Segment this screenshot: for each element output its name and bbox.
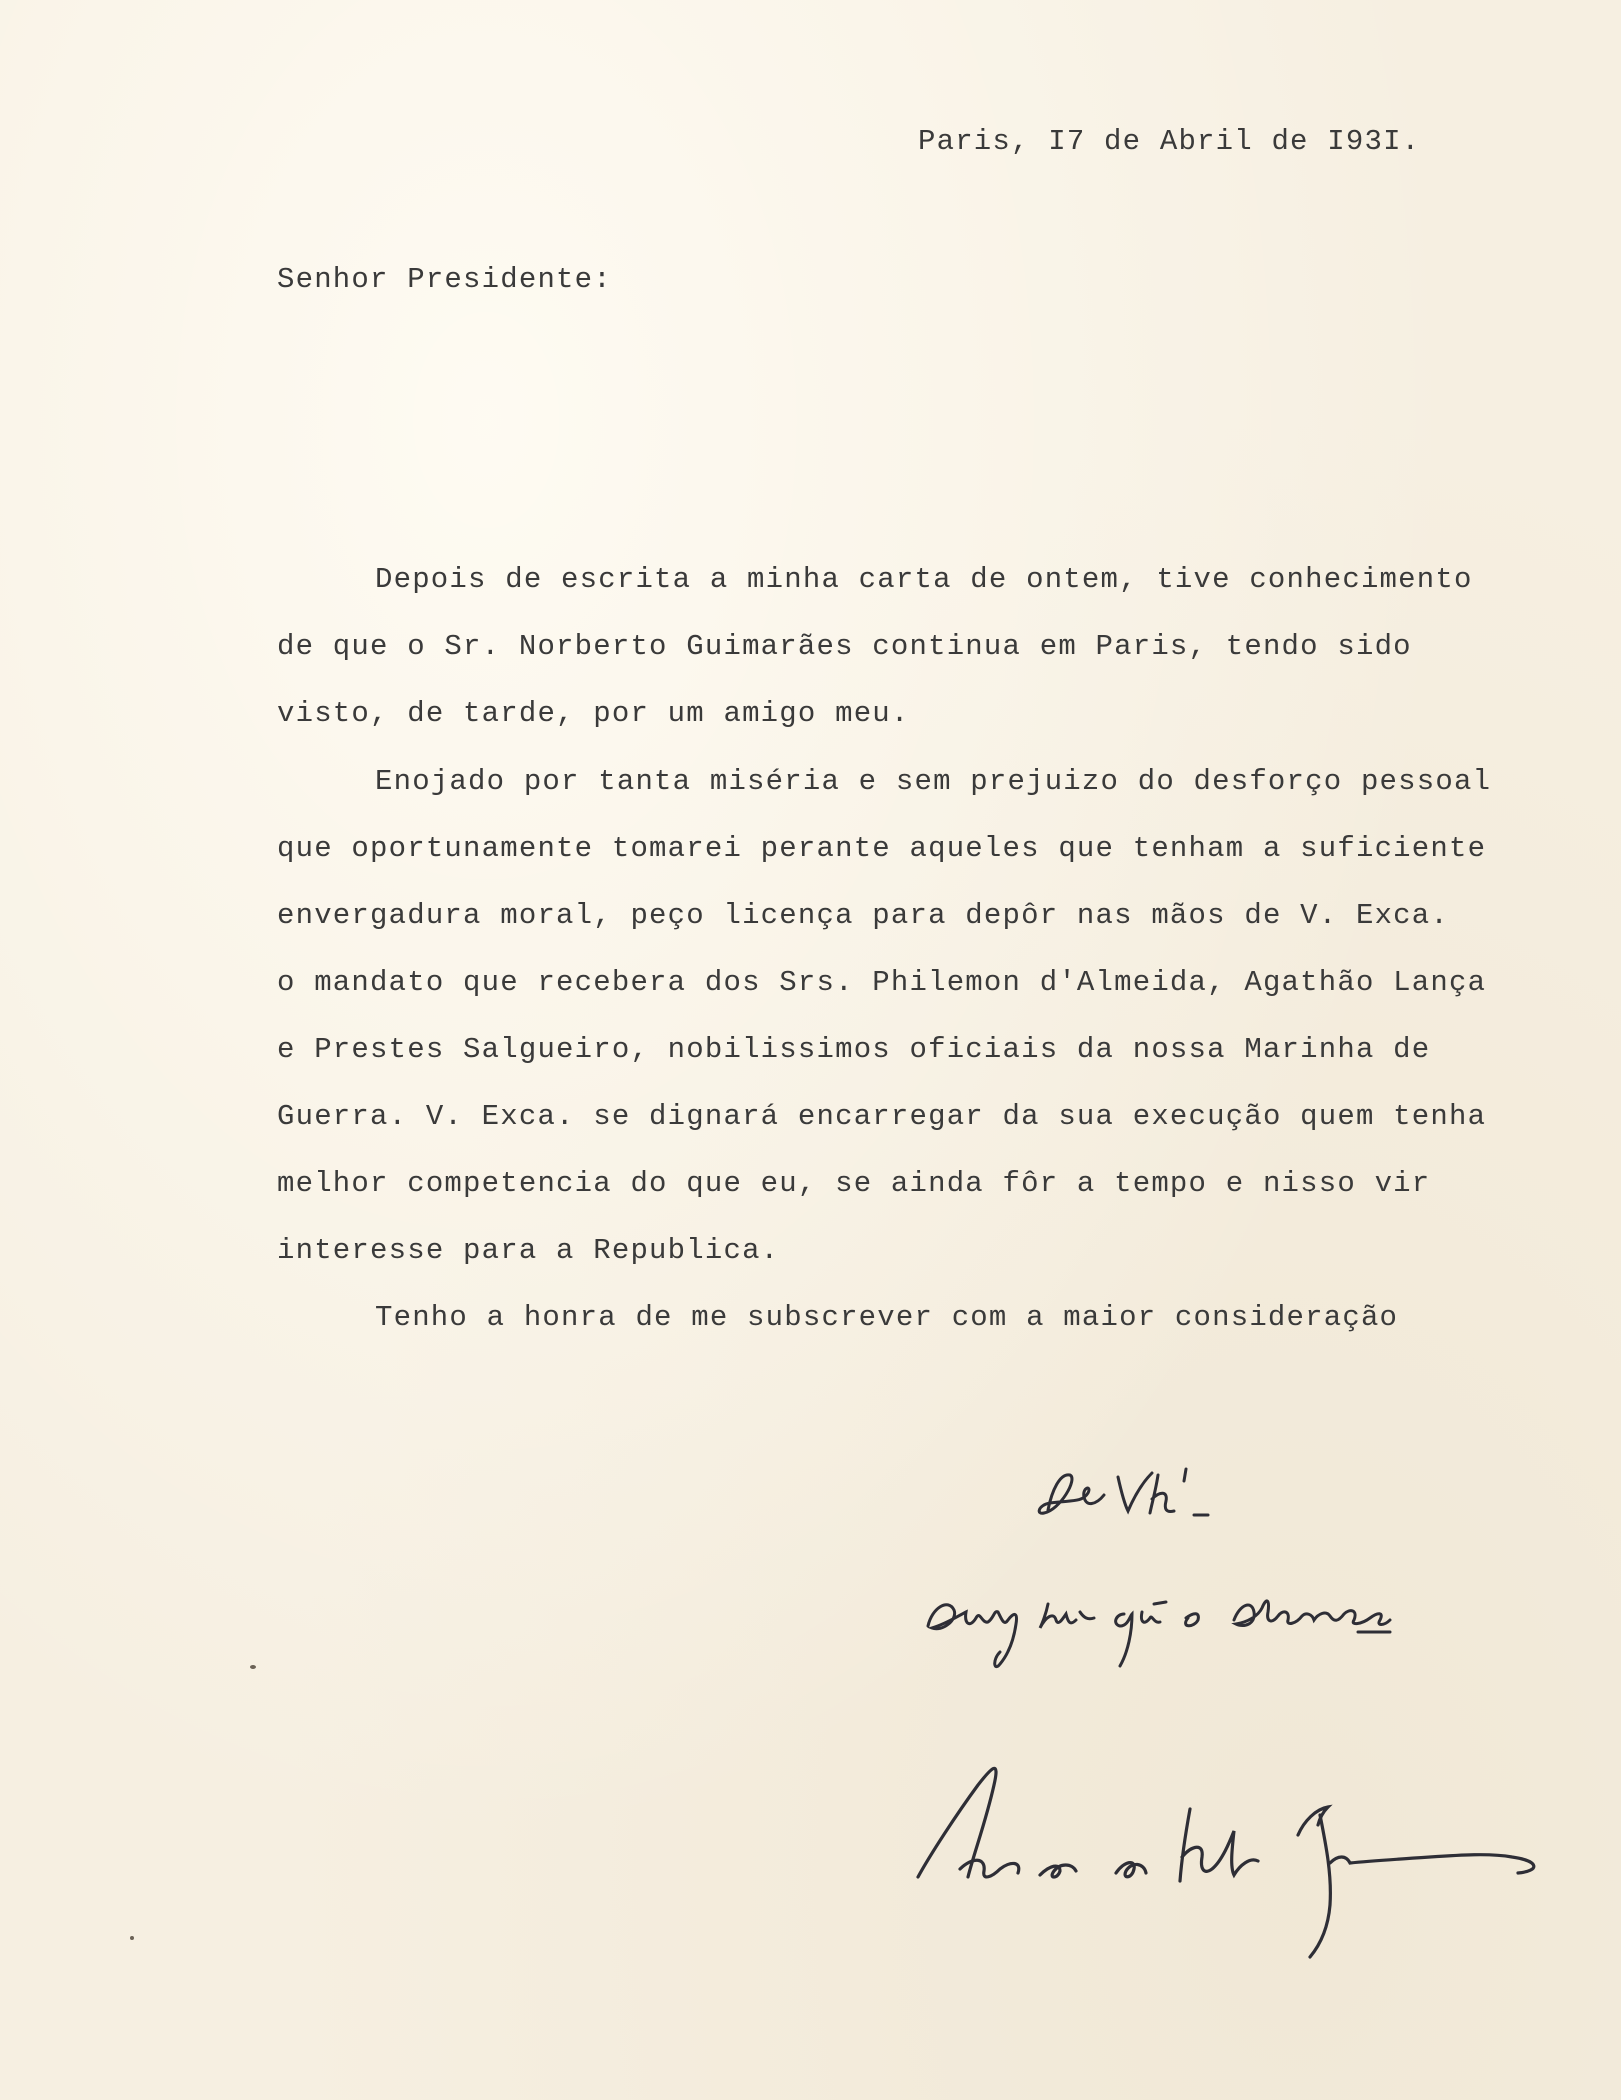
handwritten-closing-1 (1030, 1455, 1250, 1535)
body-line: visto, de tarde, por um amigo meu. (277, 697, 910, 730)
body-line: de que o Sr. Norberto Guimarães continua em Paris, tendo sido (277, 630, 1412, 663)
body-line: que oportunamente tomarei perante aqueles que tenham a suficiente (277, 832, 1487, 865)
body-line: o mandato que recebera dos Srs. Philemon d'Almeida, Agathão Lança (277, 966, 1487, 999)
paper-speck (250, 1665, 256, 1669)
handwritten-closing-2 (918, 1568, 1478, 1678)
body-line: Enojado por tanta miséria e sem prejuizo do desforço pessoal (375, 765, 1492, 798)
signature (900, 1745, 1560, 1975)
body-line: Depois de escrita a minha carta de ontem, tive conhecimento (375, 563, 1473, 596)
body-line: interesse para a Republica. (277, 1234, 780, 1267)
paper-speck (130, 1936, 134, 1940)
body-line: melhor competencia do que eu, se ainda fôr a tempo e nisso vir (277, 1167, 1431, 1200)
body-line: Guerra. V. Exca. se dignará encarregar da sua execução quem tenha (277, 1100, 1487, 1133)
letter-date: Paris, I7 de Abril de I93I. (918, 125, 1421, 158)
body-line: Tenho a honra de me subscrever com a maior consideração (375, 1301, 1399, 1334)
letter-salutation: Senhor Presidente: (277, 263, 612, 296)
body-line: e Prestes Salgueiro, nobilissimos oficiais da nossa Marinha de (277, 1033, 1431, 1066)
body-line: envergadura moral, peço licença para depôr nas mãos de V. Exca. (277, 899, 1449, 932)
